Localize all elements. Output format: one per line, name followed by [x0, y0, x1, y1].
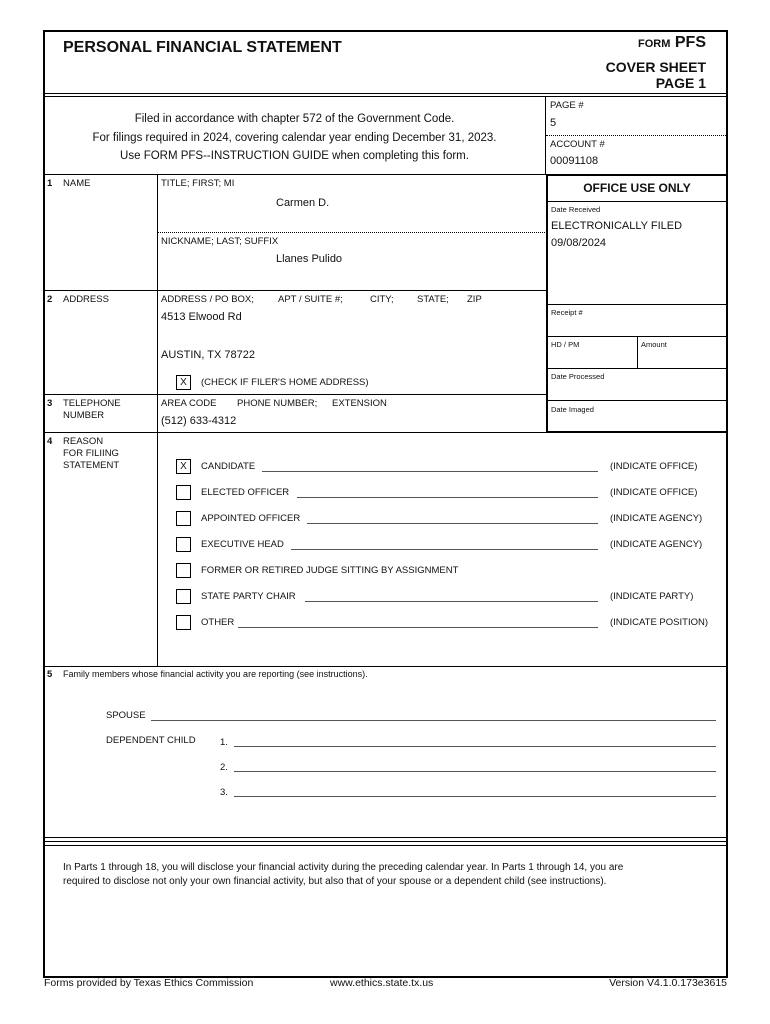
address-header-address: ADDRESS / PO BOX;	[161, 294, 254, 305]
cover-sheet-label: COVER SHEET	[605, 59, 706, 75]
telephone-header-area: AREA CODE	[161, 398, 217, 409]
telephone-header-ext: EXTENSION	[332, 398, 387, 409]
last-name-value: Llanes Pulido	[276, 253, 343, 265]
option-indicate: (INDICATE OFFICE)	[610, 461, 698, 472]
executive-head-checkbox[interactable]	[176, 537, 191, 552]
state-party-chair-checkbox[interactable]	[176, 589, 191, 604]
family-label: Family members whose financial activity you are reporting (see instructions).	[63, 669, 368, 679]
candidate-checkbox[interactable]: X	[176, 459, 191, 474]
date-imaged-label: Date Imaged	[551, 405, 594, 414]
section-1-number: 1	[47, 178, 53, 189]
intro-text	[44, 110, 545, 166]
option-indicate: (INDICATE OFFICE)	[610, 487, 698, 498]
reason-label-3: STATEMENT	[63, 460, 120, 471]
date-received-value-1: ELECTRONICALLY FILED	[551, 220, 683, 232]
option-label: OTHER	[201, 617, 235, 628]
reason-label-2: FOR FILIING	[63, 448, 119, 459]
page-number-label: PAGE #	[550, 100, 584, 111]
account-number-value: 00091108	[550, 155, 599, 167]
reason-option-appointed-officer	[176, 511, 721, 527]
spouse-label: SPOUSE	[106, 710, 146, 721]
child-number-2: 2.	[220, 762, 228, 773]
receipt-label: Receipt #	[551, 308, 583, 317]
spouse-line[interactable]	[151, 720, 716, 721]
child-1-line[interactable]	[234, 746, 716, 747]
intro-line-3: Use FORM PFS--INSTRUCTION GUIDE when completing this form.	[120, 150, 469, 162]
footer-right: Version V4.1.0.173e3615	[609, 977, 727, 989]
elected-officer-line[interactable]	[297, 497, 598, 498]
address-header-zip: ZIP	[467, 294, 482, 305]
last-name-header: NICKNAME; LAST; SUFFIX	[161, 236, 279, 247]
reason-option-executive-head	[176, 537, 721, 553]
reason-option-other	[176, 615, 721, 631]
date-received-label: Date Received	[551, 205, 601, 214]
option-label: ELECTED OFFICER	[201, 487, 290, 498]
telephone-header	[161, 398, 541, 410]
form-code	[560, 34, 706, 52]
option-label: APPOINTED OFFICER	[201, 513, 301, 524]
form-code-value: PFS	[674, 34, 706, 51]
amount-label: Amount	[641, 340, 667, 349]
page-number-value: 5	[550, 117, 557, 129]
intro-line-2: For filings required in 2024, covering calendar year ending December 31, 2023.	[92, 131, 497, 144]
executive-head-line[interactable]	[291, 549, 598, 550]
telephone-header-phone: PHONE NUMBER;	[237, 398, 318, 409]
option-indicate: (INDICATE POSITION)	[610, 617, 708, 628]
date-received-value-2: 09/08/2024	[551, 237, 607, 249]
intro-line-1: Filed in accordance with chapter 572 of the Government Code.	[134, 113, 455, 125]
appointed-officer-line[interactable]	[307, 523, 598, 524]
telephone-value: (512) 633-4312	[161, 415, 237, 427]
address-header-state: STATE;	[417, 294, 449, 305]
former-judge-checkbox[interactable]	[176, 563, 191, 578]
child-number-3: 3.	[220, 787, 228, 798]
option-indicate: (INDICATE AGENCY)	[610, 539, 703, 550]
option-indicate: (INDICATE AGENCY)	[610, 513, 703, 524]
other-line[interactable]	[238, 627, 598, 628]
address-header	[161, 294, 545, 306]
section-2-number: 2	[47, 294, 53, 305]
reason-option-elected-officer	[176, 485, 721, 501]
section-5-number: 5	[47, 669, 53, 680]
state-party-chair-line[interactable]	[305, 601, 598, 602]
disclosure-line-1: In Parts 1 through 18, you will disclose your financial activity during the preceding calendar year. In Parts 1 through 14, you are	[63, 862, 624, 873]
dependent-child-label: DEPENDENT CHILD	[106, 735, 196, 746]
telephone-label-2: NUMBER	[63, 410, 105, 421]
reason-option-candidate	[176, 459, 721, 475]
reason-option-former-judge	[176, 563, 721, 579]
form-title: PERSONAL FINANCIAL STATEMENT	[63, 39, 342, 56]
hd-pm-label: HD / PM	[551, 340, 580, 349]
office-use-title: OFFICE USE ONLY	[583, 181, 691, 195]
disclosure-line-2: required to disclose not only your own financial activity, but also that of your spouse or a dependent child (see instructions).	[63, 876, 607, 887]
address-header-city: CITY;	[370, 294, 394, 305]
appointed-officer-checkbox[interactable]	[176, 511, 191, 526]
account-number-label: ACCOUNT #	[550, 139, 605, 150]
option-label: FORMER OR RETIRED JUDGE SITTING BY ASSIGNMENT	[201, 565, 459, 576]
section-4-number: 4	[47, 436, 53, 447]
home-address-checkbox[interactable]: X	[176, 375, 191, 390]
address-label: ADDRESS	[63, 294, 109, 305]
reason-label	[63, 436, 119, 472]
child-number-1: 1.	[220, 737, 228, 748]
option-label: STATE PARTY CHAIR	[201, 591, 296, 602]
other-checkbox[interactable]	[176, 615, 191, 630]
option-label: CANDIDATE	[201, 461, 256, 472]
telephone-label	[63, 398, 121, 422]
reason-label-1: REASON	[63, 436, 104, 447]
address-line-2: AUSTIN, TX 78722	[161, 349, 255, 361]
form-prefix: FORM	[638, 38, 671, 50]
first-name-value: Carmen D.	[276, 197, 330, 209]
home-address-label: (CHECK IF FILER'S HOME ADDRESS)	[201, 377, 369, 388]
elected-officer-checkbox[interactable]	[176, 485, 191, 500]
page-label: PAGE 1	[655, 75, 706, 91]
telephone-label-1: TELEPHONE	[63, 398, 121, 409]
date-processed-label: Date Processed	[551, 372, 605, 381]
option-indicate: (INDICATE PARTY)	[610, 591, 694, 602]
candidate-line[interactable]	[262, 471, 598, 472]
section-3-number: 3	[47, 398, 53, 409]
footer-center: www.ethics.state.tx.us	[330, 977, 434, 989]
child-2-line[interactable]	[234, 771, 716, 772]
name-label: NAME	[63, 178, 91, 189]
address-line-1: 4513 Elwood Rd	[161, 311, 242, 323]
address-header-apt: APT / SUITE #;	[278, 294, 343, 305]
reason-option-state-party-chair	[176, 589, 721, 605]
option-label: EXECUTIVE HEAD	[201, 539, 284, 550]
child-3-line[interactable]	[234, 796, 716, 797]
first-name-header: TITLE; FIRST; MI	[161, 178, 235, 189]
disclosure-text	[63, 861, 623, 889]
footer-left: Forms provided by Texas Ethics Commission	[44, 977, 254, 989]
